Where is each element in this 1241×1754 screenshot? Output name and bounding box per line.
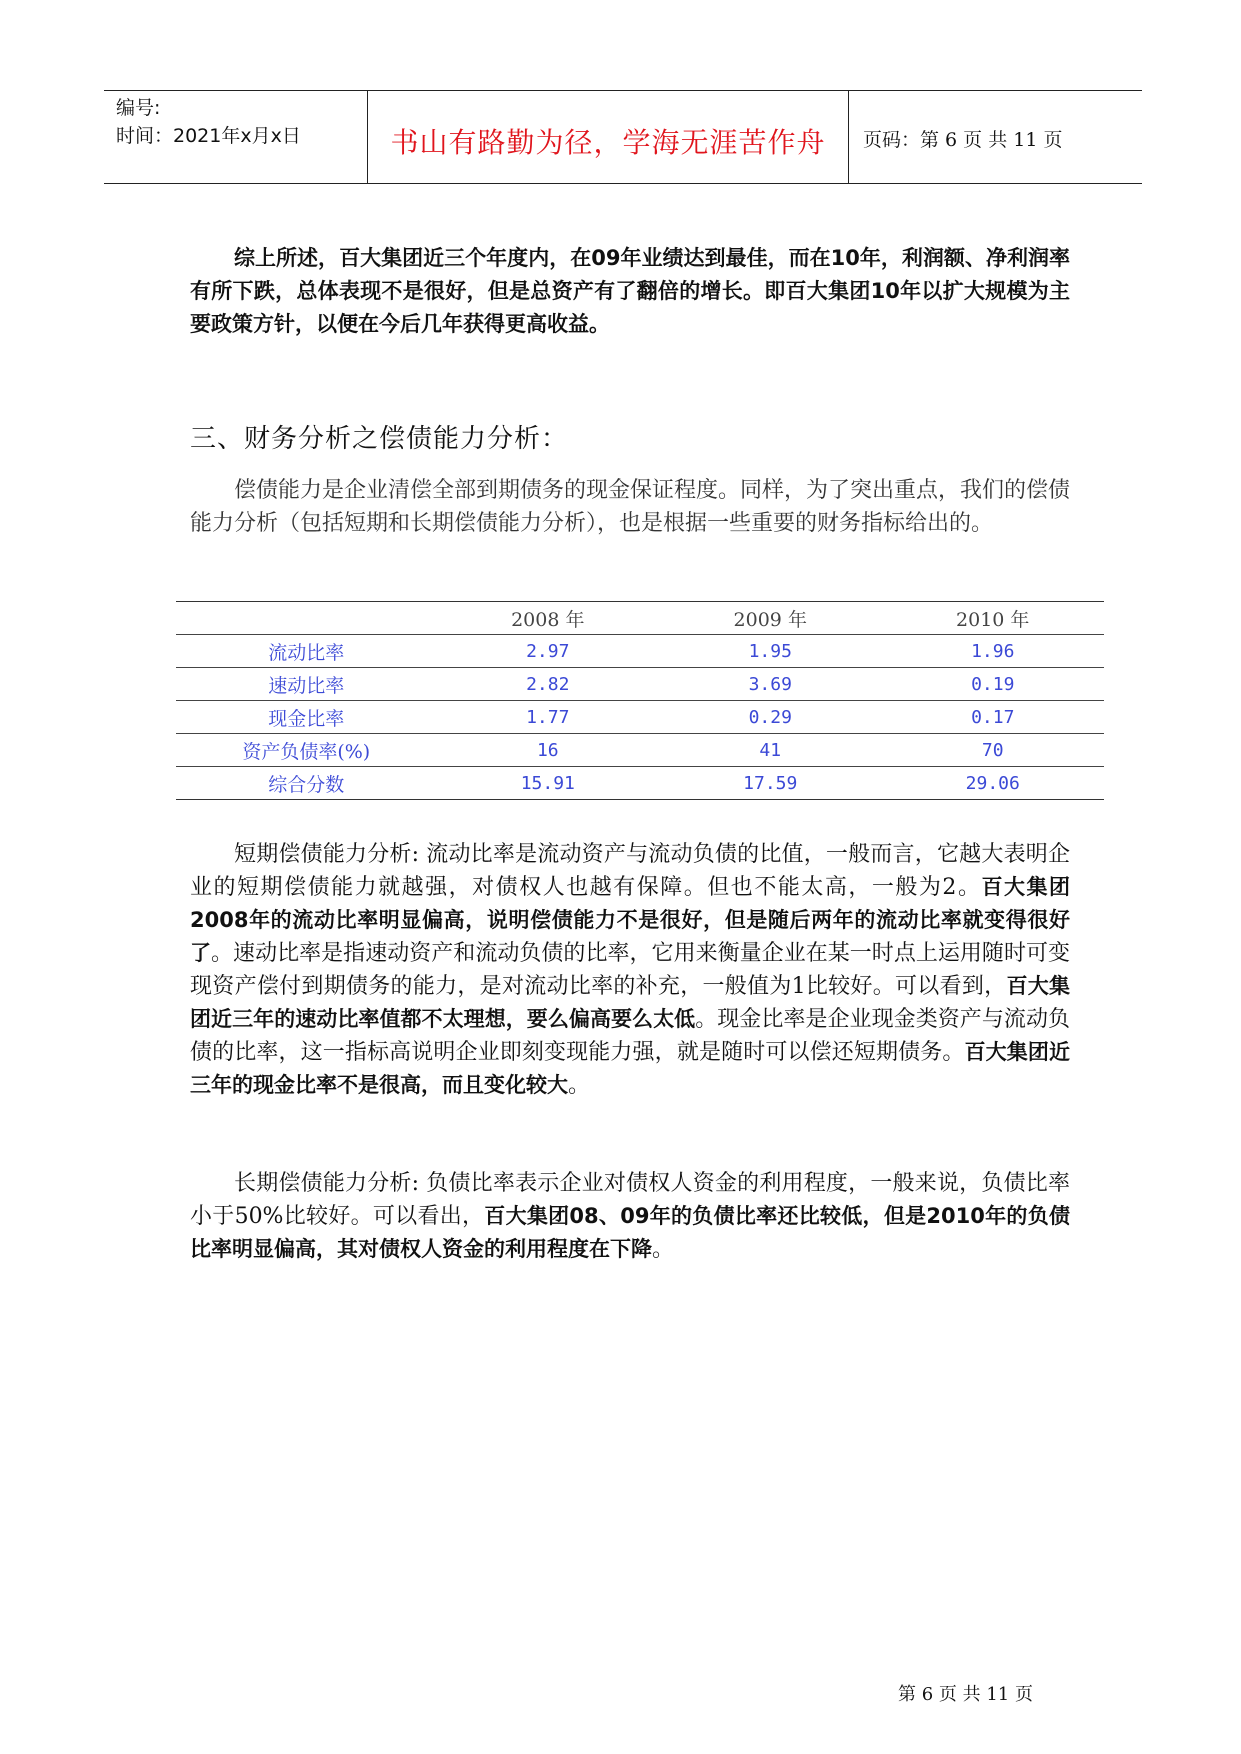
row-label: 速动比率 [176, 668, 437, 701]
column-header: 2009 年 [659, 602, 881, 635]
row-label: 综合分数 [176, 767, 437, 800]
table-cell: 0.29 [659, 701, 881, 734]
table-cell: 0.19 [881, 668, 1104, 701]
emphasis-text: 百大集团08、09年的负债比率还比较低，但是2010年的负债比率明显偏高，其对债权人资金的利用程度在下降 [190, 1204, 1070, 1261]
table-header-row [176, 602, 1104, 635]
table-row [176, 767, 1104, 800]
section-title: 三、财务分析之偿债能力分析： [190, 424, 569, 454]
table-row [176, 701, 1104, 734]
table-row [176, 635, 1104, 668]
table-cell: 17.59 [659, 767, 881, 800]
header-motto-cell [367, 91, 849, 183]
long-term-analysis-paragraph [190, 1167, 1070, 1266]
table-cell: 0.17 [881, 701, 1104, 734]
table-row [176, 668, 1104, 701]
paragraph-text: 短期偿债能力分析: 流动比率是流动资产与流动负债的比值，一般而言，它越大表明企业的短期偿债能力就越强，对债权人也越有保障。但也不能太高，一般为2。 [190, 842, 1070, 900]
table-cell: 16 [437, 734, 659, 767]
header-motto: 书山有路勤为径，学海无涯苦作舟 [390, 126, 826, 159]
header-page-label: 页码：第 6 页 共 11 页 [863, 129, 1063, 151]
time-label: 时间：2021年x月x日 [116, 125, 301, 147]
table-cell: 1.96 [881, 635, 1104, 668]
table-cell: 15.91 [437, 767, 659, 800]
emphasis-text: 百大集团近三年的速动比率值都不太理想，要么偏高要么太低 [190, 974, 1071, 1031]
short-term-analysis-paragraph [190, 838, 1070, 1102]
number-label: 编号: [116, 97, 161, 119]
column-header [176, 602, 437, 635]
row-label: 资产负债率(%) [176, 734, 437, 767]
column-header: 2008 年 [437, 602, 659, 635]
paragraph-text: 。速动比率是指速动资产和流动负债的比率，它用来衡量企业在某一时点上运用随时可变现资产偿付到期债务的能力，是对流动比率的补充，一般值为1比较好。可以看到， [190, 941, 1070, 999]
column-header: 2010 年 [881, 602, 1104, 635]
intro-paragraph: 偿债能力是企业清偿全部到期债务的现金保证程度。同样，为了突出重点，我们的偿债能力分析（包括短期和长期偿债能力分析），也是根据一些重要的财务指标给出的。 [190, 478, 1071, 536]
page-header [104, 90, 1142, 184]
row-label: 流动比率 [176, 635, 437, 668]
table-cell: 2.82 [437, 668, 659, 701]
header-page-cell [849, 91, 1142, 183]
solvency-ratio-table [176, 601, 1104, 800]
paragraph-text: 。 [652, 1237, 675, 1262]
table-cell: 1.95 [659, 635, 881, 668]
emphasis-text: 百大集团2008年的流动比率明显偏高，说明偿债能力不是很好，但是随后两年的流动比率就变得很好了 [190, 875, 1071, 965]
summary-paragraph: 综上所述，百大集团近三个年度内，在09年业绩达到最佳，而在10年，利润额、净利润率有所下跌，总体表现不是很好，但是总资产有了翻倍的增长。即百大集团10年以扩大规模为主要政策方针，以便在今后几年获得更高收益。 [190, 246, 1070, 336]
table-cell: 41 [659, 734, 881, 767]
emphasis-text: 百大集团近三年的现金比率不是很高，而且变化较大 [190, 1040, 1070, 1097]
row-label: 现金比率 [176, 701, 437, 734]
table-cell: 3.69 [659, 668, 881, 701]
table-row [176, 734, 1104, 767]
paragraph-text: 。现金比率是企业现金类资产与流动负债的比率，这一指标高说明企业即刻变现能力强，就是随时可以偿还短期债务。 [190, 1007, 1070, 1065]
page-footer: 第 6 页 共 11 页 [898, 1684, 1033, 1705]
header-info-cell [104, 91, 366, 183]
paragraph-text: 长期偿债能力分析: 负债比率表示企业对债权人资金的利用程度，一般来说，负债比率小于50%比较好。可以看出， [190, 1171, 1070, 1229]
table-cell: 70 [881, 734, 1104, 767]
table-cell: 29.06 [881, 767, 1104, 800]
table-cell: 1.77 [437, 701, 659, 734]
paragraph-text: 。 [568, 1073, 591, 1098]
table-cell: 2.97 [437, 635, 659, 668]
